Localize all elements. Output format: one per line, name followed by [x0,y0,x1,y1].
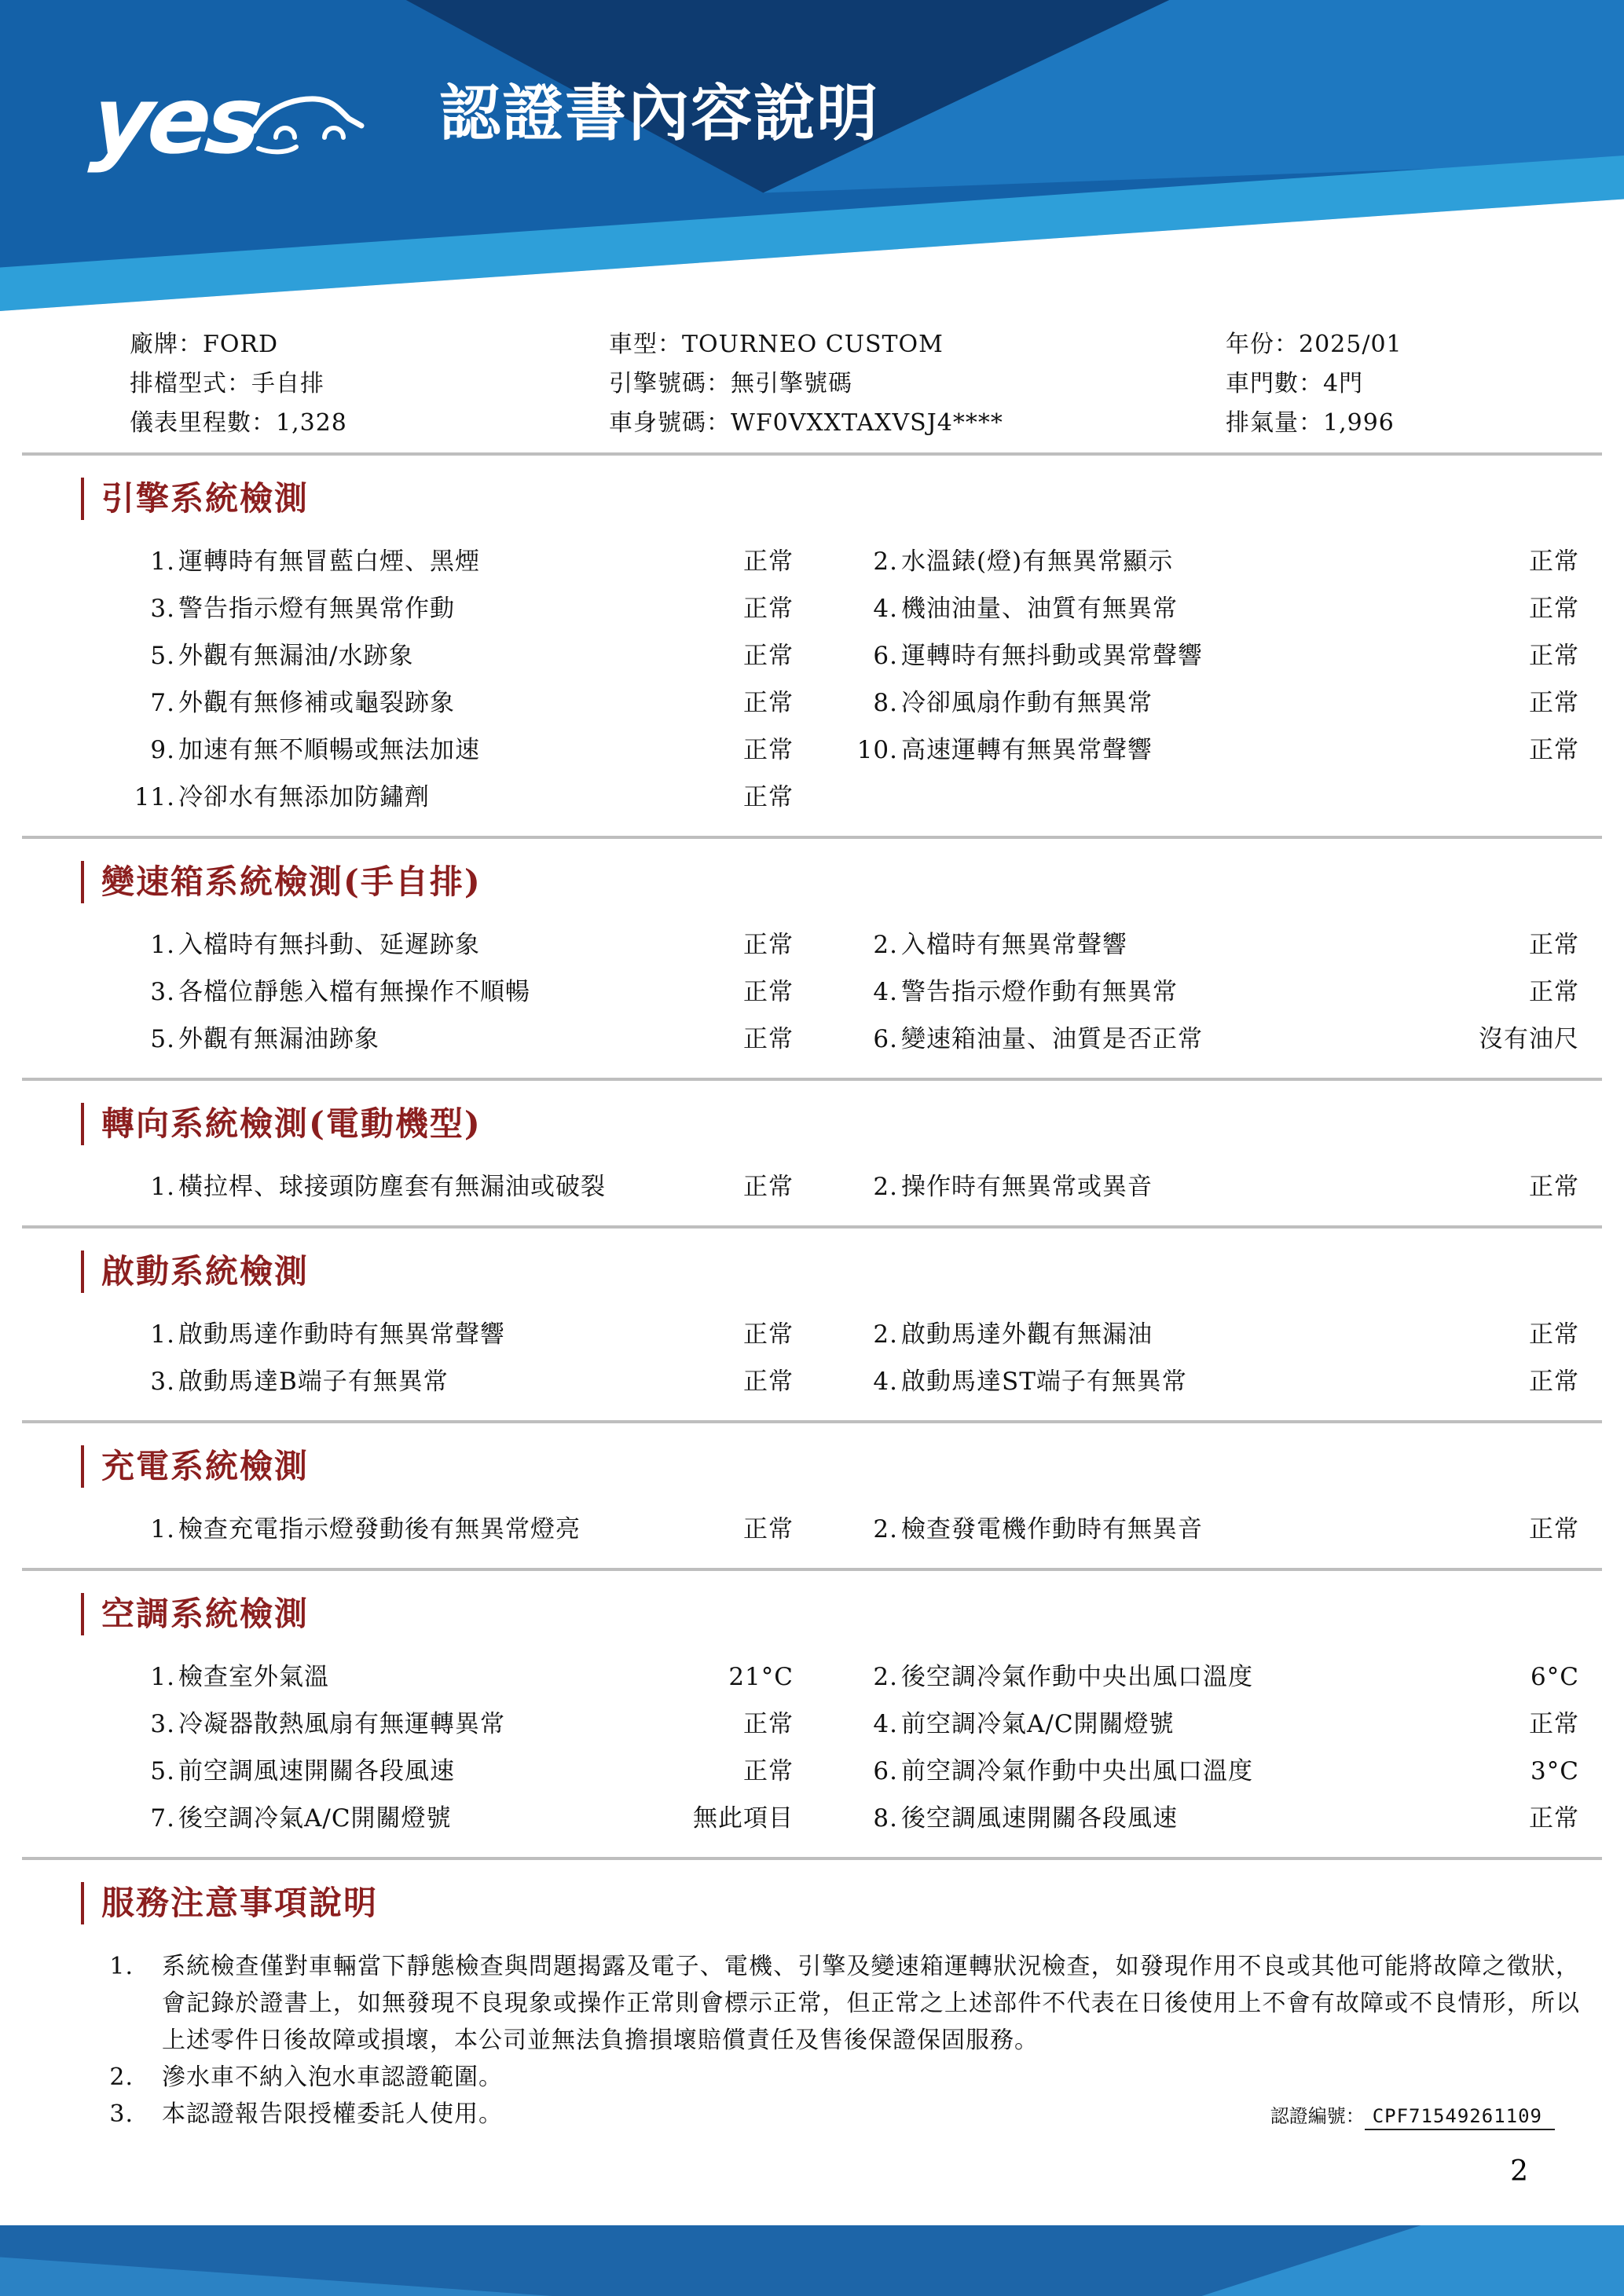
note-item [93,2059,1602,2096]
section-divider [22,1078,1602,1081]
item-number: 1. [150,1515,175,1543]
item-result: 正常 [743,1515,794,1543]
inspection-item [130,595,794,622]
item-result: 正常 [743,1710,794,1738]
item-result: 正常 [743,978,794,1006]
item-label: 外觀有無修補或龜裂跡象 [178,689,455,717]
inspection-item [130,1664,794,1690]
item-result: 正常 [1529,1173,1579,1201]
page-header [0,0,1624,311]
section-title [81,1251,1602,1293]
inspection-item [852,737,1579,764]
section-title-bar [81,478,84,520]
item-result: 正常 [743,1173,794,1201]
item-result: 正常 [743,931,794,959]
certificate-number [1270,2100,1555,2128]
inspection-items [130,548,1602,811]
item-label: 高速運轉有無異常聲響 [901,736,1153,764]
section-divider [22,1420,1602,1423]
item-label: 前空調冷氣A/C開關燈號 [901,1710,1175,1738]
field-label: 車門數： [1226,370,1323,397]
item-label: 啟動馬達B端子有無異常 [178,1368,449,1396]
section-divider [22,1568,1602,1571]
field-value: 2025/01 [1299,331,1402,358]
item-result: 正常 [1529,736,1579,764]
item-number: 6. [873,1025,898,1053]
item-result: 正常 [743,783,794,811]
item-number: 10. [856,736,898,764]
item-label: 運轉時有無冒藍白煙、黑煙 [178,547,480,576]
item-number: 6. [873,642,898,670]
vehicle-info-field [609,404,1226,443]
inspection-item [852,1711,1579,1738]
item-result: 6°C [1531,1663,1579,1691]
field-label: 車身號碼： [609,409,731,437]
section-divider [22,1225,1602,1229]
section-title-bar [81,1103,84,1145]
item-result: 正常 [1529,1710,1579,1738]
item-label: 警告指示燈有無異常作動 [178,595,455,623]
item-label: 變速箱油量、油質是否正常 [901,1025,1203,1053]
item-label: 外觀有無漏油/水跡象 [178,642,414,670]
inspection-item [130,1516,794,1543]
item-label: 加速有無不順暢或無法加速 [178,736,480,764]
item-number: 1. [150,1173,175,1201]
item-label: 前空調風速開關各段風速 [178,1757,455,1785]
item-number: 1. [150,1320,175,1349]
section-title-text: 轉向系統檢測(電動機型) [101,1104,482,1143]
section-title [81,1103,1602,1145]
item-label: 啟動馬達作動時有無異常聲響 [178,1320,505,1349]
item-label: 啟動馬達外觀有無漏油 [901,1320,1153,1349]
item-number: 7. [150,689,175,717]
inspection-item [130,1321,794,1348]
item-result: 3°C [1531,1757,1579,1785]
item-number: 4. [873,978,898,1006]
item-number: 2. [873,547,898,576]
note-text: 本認證報告限授權委託人使用。 [162,2100,503,2128]
item-result: 正常 [1529,931,1579,959]
item-number: 5. [150,1025,175,1053]
field-value: 1,996 [1323,409,1395,437]
field-label: 儀表里程數： [130,409,276,437]
item-number: 3. [150,978,175,1006]
item-number: 2. [873,1663,898,1691]
vehicle-info-field [609,325,1226,364]
inspection-item [130,784,794,811]
car-outline-icon [249,87,367,155]
section-title-text: 空調系統檢測 [101,1595,310,1633]
field-value: TOURNEO CUSTOM [682,331,944,358]
item-result: 正常 [743,1025,794,1053]
inspection-section [22,1593,1602,1860]
vehicle-info-field [1226,325,1556,364]
vehicle-info-field [1226,404,1556,443]
item-number: 2. [873,1173,898,1201]
section-title-bar [81,1882,84,1924]
item-label: 後空調風速開關各段風速 [901,1804,1178,1833]
yes-logo-text: yes [86,66,263,174]
certificate-number-value: CPF71549261109 [1365,2105,1555,2130]
item-label: 檢查室外氣溫 [178,1663,329,1691]
field-label: 排氣量： [1226,409,1323,437]
item-label: 冷卻水有無添加防鏽劑 [178,783,430,811]
inspection-items [130,1516,1602,1543]
item-result: 正常 [1529,595,1579,623]
item-number: 9. [150,736,175,764]
inspection-section [22,478,1602,839]
item-number: 11. [134,783,175,811]
inspection-item [130,979,794,1005]
item-label: 操作時有無異常或異音 [901,1173,1153,1201]
item-number: 2. [873,1320,898,1349]
item-result: 正常 [1529,689,1579,717]
inspection-items [130,1664,1602,1832]
inspection-item [130,690,794,716]
item-number: 4. [873,595,898,623]
brand-block [86,66,880,174]
service-notes [22,1882,1602,2133]
section-divider [22,1857,1602,1860]
section-title [81,1445,1602,1488]
inspection-item [130,932,794,958]
vehicle-info [130,325,1602,443]
field-value: 1,328 [276,409,347,437]
note-number: 3. [109,2100,134,2128]
page-number: 2 [1510,2155,1528,2188]
field-value: 手自排 [251,370,324,397]
item-result: 正常 [1529,642,1579,670]
inspection-item [852,979,1579,1005]
item-label: 冷卻風扇作動有無異常 [901,689,1153,717]
inspection-item [852,643,1579,669]
section-divider [22,452,1602,456]
section-title-text: 啟動系統檢測 [101,1252,310,1291]
certificate-number-label: 認證編號： [1270,2105,1365,2127]
section-divider [22,836,1602,839]
section-title-text: 變速箱系統檢測(手自排) [101,862,482,901]
inspection-items [130,1321,1602,1395]
item-number: 1. [150,931,175,959]
item-label: 啟動馬達ST端子有無異常 [901,1368,1187,1396]
item-number: 8. [873,1804,898,1833]
item-label: 橫拉桿、球接頭防塵套有無漏油或破裂 [178,1173,606,1201]
item-result: 正常 [743,689,794,717]
item-number: 8. [873,689,898,717]
item-result: 正常 [743,642,794,670]
item-label: 後空調冷氣作動中央出風口溫度 [901,1663,1253,1691]
inspection-item [130,737,794,764]
section-title-bar [81,1445,84,1488]
inspection-item [852,548,1579,575]
item-number: 2. [873,931,898,959]
inspection-item [852,1516,1579,1543]
item-label: 外觀有無漏油跡象 [178,1025,379,1053]
inspection-item [852,1321,1579,1348]
item-number: 5. [150,642,175,670]
item-number: 1. [150,547,175,576]
item-result: 正常 [743,1320,794,1349]
page-title: 認證書內容說明 [439,79,880,149]
field-label: 引擎號碼： [609,370,731,397]
item-result: 21°C [728,1663,794,1691]
item-label: 入檔時有無抖動、延遲跡象 [178,931,480,959]
inspection-item [130,1758,794,1785]
section-title [81,1593,1602,1635]
inspection-item [130,1805,794,1832]
inspection-items [130,932,1602,1053]
item-label: 警告指示燈作動有無異常 [901,978,1178,1006]
item-result: 正常 [743,595,794,623]
item-label: 檢查發電機作動時有無異音 [901,1515,1203,1543]
item-result: 正常 [1529,1368,1579,1396]
field-value: 無引擎號碼 [731,370,852,397]
inspection-sections [22,478,1602,1860]
item-number: 6. [873,1757,898,1785]
field-value: 4門 [1323,370,1364,397]
item-result: 正常 [743,1757,794,1785]
item-result: 正常 [1529,1515,1579,1543]
inspection-section [22,1445,1602,1571]
vehicle-info-field [130,325,609,364]
item-number: 7. [150,1804,175,1833]
section-title [81,861,1602,903]
notes-title-text: 服務注意事項說明 [101,1884,379,1922]
item-number: 2. [873,1515,898,1543]
note-text: 滲水車不納入泡水車認證範圍。 [162,2063,503,2091]
item-number: 3. [150,1710,175,1738]
inspection-item [852,932,1579,958]
vehicle-info-field [130,364,609,404]
inspection-item [852,1758,1579,1785]
section-title [81,478,1602,520]
inspection-item [130,548,794,575]
yes-logo [86,66,367,174]
vehicle-info-field [130,404,609,443]
item-number: 4. [873,1710,898,1738]
field-label: 年份： [1226,331,1299,358]
section-title-bar [81,861,84,903]
certificate-body [0,325,1624,2133]
item-result: 正常 [743,1368,794,1396]
inspection-item [852,1805,1579,1832]
item-label: 冷凝器散熱風扇有無運轉異常 [178,1710,505,1738]
inspection-item [852,1174,1579,1200]
section-title-bar [81,1251,84,1293]
vehicle-info-field [1226,364,1556,404]
item-result: 正常 [1529,1804,1579,1833]
note-number: 1. [109,1953,134,1980]
item-result: 正常 [1529,978,1579,1006]
inspection-item [130,1026,794,1053]
inspection-item [852,1664,1579,1690]
item-label: 後空調冷氣A/C開關燈號 [178,1804,452,1833]
section-title-bar [81,1593,84,1635]
item-number: 4. [873,1368,898,1396]
item-label: 各檔位靜態入檔有無操作不順暢 [178,978,530,1006]
field-value: WF0VXXTAXVSJ4**** [731,409,1003,437]
item-label: 入檔時有無異常聲響 [901,931,1127,959]
item-label: 運轉時有無抖動或異常聲響 [901,642,1203,670]
inspection-item [852,690,1579,716]
item-number: 1. [150,1663,175,1691]
item-label: 檢查充電指示燈發動後有無異常燈亮 [178,1515,581,1543]
field-label: 廠牌： [130,331,203,358]
item-result: 正常 [743,736,794,764]
inspection-item [130,1174,794,1200]
inspection-items [130,1174,1602,1200]
field-value: FORD [203,331,279,358]
item-result: 正常 [743,547,794,576]
notes-title [81,1882,1602,1924]
item-result: 無此項目 [693,1804,794,1833]
note-item [93,1948,1602,2059]
note-text: 系統檢查僅對車輛當下靜態檢查與問題揭露及電子、電機、引擎及變速箱運轉狀況檢查，如發現作用不良或其他可能將故障之徵狀，會記錄於證書上，如無發現不良現象或操作正常則會標示正常，但正常之上述部件不代表在日後使用上不會有故障或不良情形，所以上述零件日後故障或損壞，本公司並無法負擔損壞賠償責任及售後保證保固服務。 [162,1953,1580,2054]
inspection-section [22,861,1602,1081]
section-title-text: 引擎系統檢測 [101,479,310,518]
inspection-item [130,1368,794,1395]
item-label: 機油油量、油質有無異常 [901,595,1178,623]
note-number: 2. [109,2063,134,2091]
inspection-item [852,1026,1579,1053]
item-number: 3. [150,595,175,623]
inspection-item [852,1368,1579,1395]
inspection-item [130,1711,794,1738]
inspection-item [852,595,1579,622]
item-result: 正常 [1529,1320,1579,1349]
vehicle-info-field [609,364,1226,404]
item-result: 沒有油尺 [1479,1025,1579,1053]
inspection-section [22,1103,1602,1229]
item-result: 正常 [1529,547,1579,576]
item-number: 5. [150,1757,175,1785]
item-label: 水溫錶(燈)有無異常顯示 [901,547,1174,576]
field-label: 車型： [609,331,682,358]
inspection-section [22,1251,1602,1423]
page-footer [0,2225,1624,2296]
field-label: 排檔型式： [130,370,251,397]
section-title-text: 充電系統檢測 [101,1447,310,1485]
item-number: 3. [150,1368,175,1396]
item-label: 前空調冷氣作動中央出風口溫度 [901,1757,1253,1785]
inspection-item [130,643,794,669]
